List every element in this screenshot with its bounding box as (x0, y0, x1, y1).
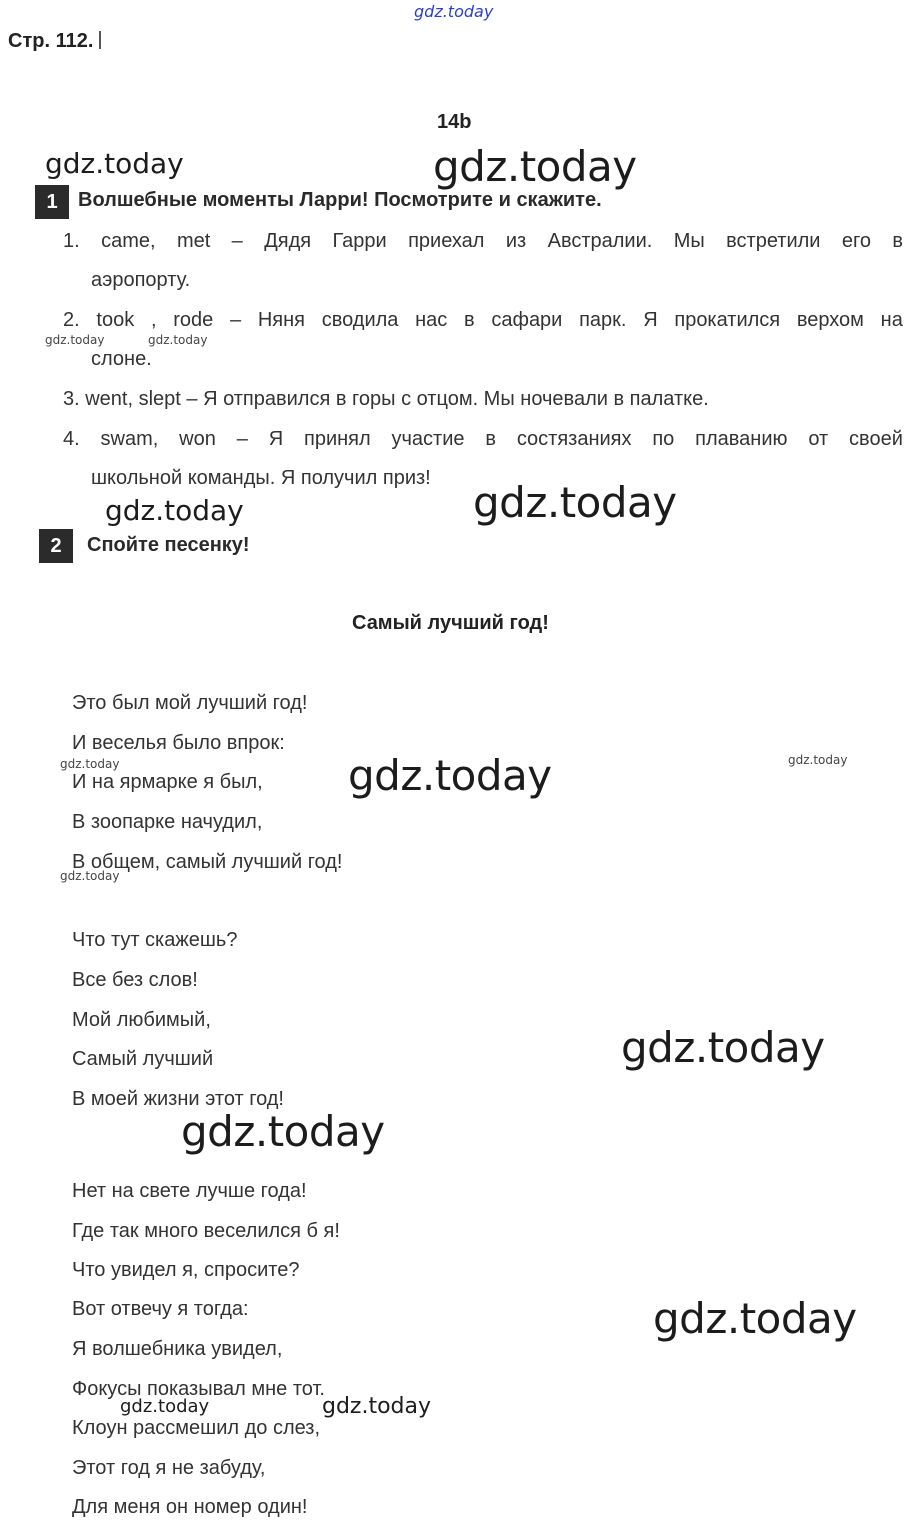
song-line: Что тут скажешь? (72, 929, 238, 951)
list-item: 2. took , rode – Няня сводила нас в сафари парк. Я прокатился верхом на (63, 309, 903, 331)
list-item: 3. went, slept – Я отправился в горы с отцом. Мы ночевали в палатке. (63, 388, 709, 410)
watermark: gdz.today (60, 869, 120, 883)
song-line: Клоун рассмешил до слез, (72, 1417, 321, 1439)
task-number-badge: 2 (39, 529, 73, 563)
watermark: gdz.today (45, 333, 105, 347)
watermark: gdz.today (788, 753, 848, 767)
watermark: gdz.today (181, 1107, 385, 1156)
song-line: В зоопарке начудил, (72, 811, 263, 833)
song-line: Где так много веселился б я! (72, 1220, 340, 1242)
watermark: gdz.today (348, 751, 552, 800)
song-line: В общем, самый лучший год! (72, 851, 343, 873)
song-line: Это был мой лучший год! (72, 692, 308, 714)
song-line: Фокусы показывал мне тот. (72, 1378, 325, 1400)
song-line: Этот год я не забуду, (72, 1457, 266, 1479)
list-item-continuation: школьной команды. Я получил приз! (91, 467, 431, 489)
song-line: И на ярмарке я был, (72, 771, 263, 793)
watermark: gdz.today (322, 1394, 432, 1419)
song-line: И веселья было впрок: (72, 732, 285, 754)
song-line: Что увидел я, спросите? (72, 1259, 300, 1281)
text-cursor (99, 31, 101, 49)
watermark: gdz.today (45, 147, 184, 180)
song-line: Все без слов! (72, 969, 198, 991)
watermark: gdz.today (433, 142, 637, 191)
watermark: gdz.today (60, 757, 120, 771)
watermark: gdz.today (414, 2, 494, 21)
list-item: 4. swam, won – Я принял участие в состязаниях по плаванию от своей (63, 428, 903, 450)
watermark: gdz.today (105, 494, 244, 527)
song-line: Мой любимый, (72, 1009, 211, 1031)
list-item: 1. came, met – Дядя Гарри приехал из Австралии. Мы встретили его в (63, 230, 903, 252)
song-line: В моей жизни этот год! (72, 1088, 284, 1110)
song-line: Нет на свете лучше года! (72, 1180, 307, 1202)
song-title: Самый лучший год! (352, 612, 549, 634)
song-line: Самый лучший (72, 1048, 214, 1070)
lesson-number: 14b (437, 111, 472, 133)
watermark: gdz.today (148, 333, 208, 347)
task-number-badge: 1 (35, 185, 69, 219)
list-item-continuation: слоне. (91, 348, 152, 370)
task-title: Спойте песенку! (87, 534, 250, 556)
watermark: gdz.today (653, 1294, 857, 1343)
song-line: Вот отвечу я тогда: (72, 1298, 249, 1320)
list-item-continuation: аэропорту. (91, 269, 191, 291)
watermark: gdz.today (473, 478, 677, 527)
watermark: gdz.today (120, 1396, 210, 1417)
song-line: Я волшебника увидел, (72, 1338, 283, 1360)
task-title: Волшебные моменты Ларри! Посмотрите и скажите. (78, 189, 602, 211)
watermark: gdz.today (621, 1023, 825, 1072)
page-reference: Стр. 112. (8, 30, 101, 53)
song-line: Для меня он номер один! (72, 1496, 308, 1518)
